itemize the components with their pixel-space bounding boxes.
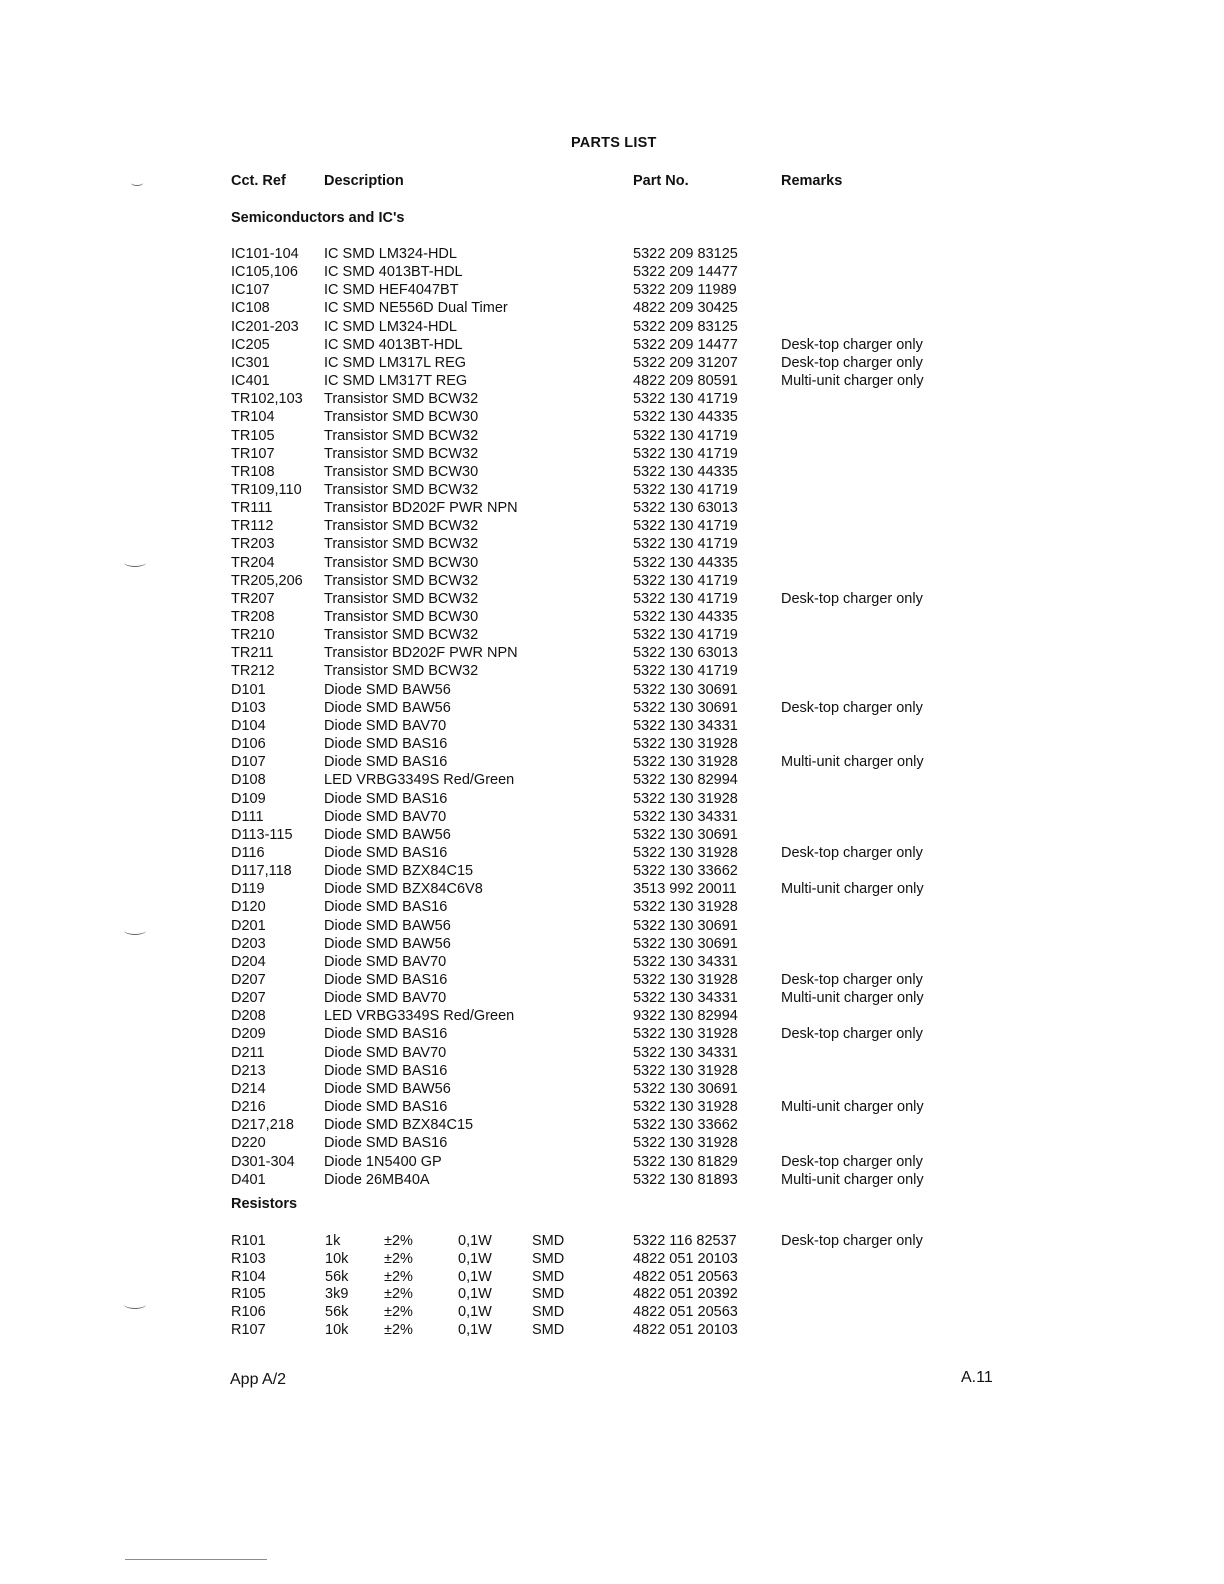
header-remarks: Remarks — [781, 173, 843, 189]
cell-description: Diode 1N5400 GP — [324, 1153, 442, 1170]
cell-part-no: 5322 130 30691 — [633, 699, 738, 716]
cell-part-no: 4822 051 20563 — [633, 1304, 738, 1321]
cell-description: Diode SMD BAW56 — [324, 935, 451, 952]
cell-ref: D116 — [231, 844, 265, 861]
table-row — [0, 1153, 1224, 1171]
cell-tolerance: ±2% — [384, 1233, 413, 1249]
cell-ref: TR210 — [231, 627, 275, 644]
cell-ref: R106 — [231, 1304, 266, 1321]
cell-power: 0,1W — [458, 1304, 492, 1321]
cell-part-no: 5322 130 34331 — [633, 953, 738, 970]
table-row — [0, 1007, 1224, 1025]
cell-part-no: 5322 130 41719 — [633, 391, 738, 408]
table-row — [0, 644, 1224, 662]
cell-value: 3k9 — [325, 1286, 349, 1303]
table-row — [0, 336, 1224, 354]
cell-type: SMD — [532, 1233, 565, 1249]
cell-remarks: Desk-top charger only — [781, 1153, 923, 1170]
cell-description: Diode 26MB40A — [324, 1171, 430, 1188]
cell-part-no: 5322 130 41719 — [633, 572, 738, 589]
cell-ref: R107 — [231, 1322, 266, 1338]
cell-value: 10k — [325, 1322, 349, 1338]
cell-part-no: 5322 130 41719 — [633, 518, 738, 535]
cell-ref: TR205,206 — [231, 572, 303, 589]
cell-description: Transistor SMD BCW30 — [324, 463, 479, 480]
cell-part-no: 5322 130 31928 — [633, 899, 738, 916]
cell-remarks: Multi-unit charger only — [781, 1099, 924, 1116]
cell-part-no: 5322 130 34331 — [633, 717, 738, 734]
cell-part-no: 5322 130 31928 — [633, 972, 738, 988]
cell-description: Transistor SMD BCW32 — [324, 481, 479, 498]
table-row — [0, 790, 1224, 808]
cell-remarks: Desk-top charger only — [781, 1026, 923, 1043]
cell-description: Transistor SMD BCW32 — [324, 445, 479, 462]
cell-description: IC SMD LM324-HDL — [324, 246, 457, 262]
cell-part-no: 5322 130 31928 — [633, 754, 738, 771]
cell-part-no: 5322 209 31207 — [633, 354, 738, 371]
cell-description: Diode SMD BAS16 — [324, 899, 448, 916]
cell-part-no: 5322 130 81829 — [633, 1153, 738, 1170]
cell-ref: D301-304 — [231, 1153, 295, 1170]
cell-power: 0,1W — [458, 1233, 492, 1249]
cell-description: Transistor SMD BCW32 — [324, 427, 479, 444]
cell-part-no: 5322 130 31928 — [633, 1026, 738, 1043]
cell-ref: TR111 — [231, 500, 273, 517]
table-row — [0, 1025, 1224, 1043]
table-row — [0, 808, 1224, 826]
cell-description: Transistor SMD BCW32 — [324, 572, 479, 589]
table-row — [0, 717, 1224, 735]
cell-part-no: 5322 130 44335 — [633, 554, 738, 571]
table-row — [0, 1134, 1224, 1152]
cell-description: Transistor BD202F PWR NPN — [324, 645, 518, 662]
cell-remarks: Desk-top charger only — [781, 972, 923, 988]
cell-ref: TR207 — [231, 590, 275, 607]
table-row — [0, 463, 1224, 481]
cell-ref: D204 — [231, 953, 266, 970]
cell-part-no: 5322 130 30691 — [633, 935, 738, 952]
cell-description: Diode SMD BAS16 — [324, 790, 448, 807]
cell-part-no: 5322 130 31928 — [633, 1062, 738, 1079]
cell-remarks: Desk-top charger only — [781, 336, 923, 353]
table-row — [0, 898, 1224, 916]
cell-type: SMD — [532, 1304, 565, 1321]
cell-description: Diode SMD BAW56 — [324, 1080, 451, 1097]
cell-part-no: 5322 130 41719 — [633, 536, 738, 553]
table-row — [0, 626, 1224, 644]
cell-ref: D103 — [231, 699, 266, 716]
table-row — [0, 1268, 1224, 1286]
cell-type: SMD — [532, 1286, 565, 1303]
table-row — [0, 1062, 1224, 1080]
table-row — [0, 1080, 1224, 1098]
table-row — [0, 753, 1224, 771]
cell-description: Diode SMD BAV70 — [324, 1044, 447, 1061]
cell-part-no: 5322 209 14477 — [633, 264, 738, 281]
cell-description: Diode SMD BAW56 — [324, 917, 451, 934]
cell-part-no: 5322 130 33662 — [633, 863, 738, 880]
cell-part-no: 5322 130 30691 — [633, 1080, 738, 1097]
cell-part-no: 5322 130 34331 — [633, 808, 738, 825]
cell-description: Diode SMD BAV70 — [324, 717, 447, 734]
cell-ref: D209 — [231, 1026, 266, 1043]
cell-ref: R103 — [231, 1250, 266, 1267]
cell-ref: D208 — [231, 1008, 266, 1025]
cell-ref: D120 — [231, 899, 266, 916]
cell-description: Transistor SMD BCW32 — [324, 536, 479, 553]
table-row — [0, 318, 1224, 336]
cell-description: IC SMD HEF4047BT — [324, 282, 459, 299]
cell-ref: IC205 — [231, 336, 270, 353]
section-resistors: Resistors — [231, 1196, 298, 1212]
cell-description: Diode SMD BAS16 — [324, 1026, 448, 1043]
cell-ref: TR105 — [231, 427, 275, 444]
cell-ref: D217,218 — [231, 1117, 294, 1134]
cell-description: Transistor SMD BCW30 — [324, 409, 479, 426]
cell-ref: D107 — [231, 754, 266, 771]
cell-tolerance: ±2% — [384, 1322, 413, 1338]
cell-part-no: 5322 130 34331 — [633, 1044, 738, 1061]
cell-ref: TR212 — [231, 663, 275, 680]
cell-value: 1k — [325, 1233, 341, 1249]
cell-part-no: 5322 130 63013 — [633, 645, 738, 662]
cell-description: Diode SMD BAW56 — [324, 826, 451, 843]
cell-part-no: 5322 130 81893 — [633, 1171, 738, 1188]
header-description: Description — [324, 173, 404, 189]
cell-ref: D203 — [231, 935, 266, 952]
table-row — [0, 281, 1224, 299]
table-row — [0, 953, 1224, 971]
cell-part-no: 5322 130 44335 — [633, 609, 738, 625]
cell-tolerance: ±2% — [384, 1286, 413, 1303]
cell-type: SMD — [532, 1250, 565, 1267]
cell-ref: TR109,110 — [231, 481, 302, 498]
cell-part-no: 5322 116 82537 — [633, 1233, 737, 1249]
table-row — [0, 499, 1224, 517]
cell-description: IC SMD LM324-HDL — [324, 318, 457, 335]
scan-edge-line — [125, 1559, 267, 1560]
scan-mark — [124, 1300, 146, 1309]
cell-description: Diode SMD BAS16 — [324, 1099, 448, 1116]
cell-ref: D207 — [231, 990, 266, 1007]
cell-power: 0,1W — [458, 1268, 492, 1285]
cell-ref: TR108 — [231, 463, 275, 480]
cell-description: IC SMD 4013BT-HDL — [324, 264, 463, 281]
cell-description: Transistor SMD BCW32 — [324, 391, 479, 408]
cell-value: 56k — [325, 1304, 349, 1321]
header-part-no: Part No. — [633, 173, 689, 189]
cell-part-no: 9322 130 82994 — [633, 1008, 738, 1025]
table-row — [0, 445, 1224, 463]
cell-ref: IC107 — [231, 282, 270, 299]
table-row — [0, 1232, 1224, 1250]
cell-part-no: 5322 130 41719 — [633, 481, 738, 498]
cell-part-no: 5322 209 83125 — [633, 246, 738, 262]
cell-ref: IC105,106 — [231, 264, 298, 281]
cell-part-no: 5322 130 30691 — [633, 681, 738, 698]
cell-description: Diode SMD BAV70 — [324, 990, 447, 1007]
cell-ref: TR208 — [231, 609, 275, 625]
cell-description: Diode SMD BAW56 — [324, 699, 451, 716]
cell-part-no: 5322 130 41719 — [633, 627, 738, 644]
table-row — [0, 935, 1224, 953]
cell-description: Transistor SMD BCW32 — [324, 518, 479, 535]
cell-part-no: 5322 130 33662 — [633, 1117, 738, 1134]
cell-part-no: 5322 130 31928 — [633, 736, 738, 753]
cell-part-no: 5322 130 31928 — [633, 1135, 738, 1152]
cell-description: Diode SMD BAS16 — [324, 844, 448, 861]
cell-part-no: 5322 130 34331 — [633, 990, 738, 1007]
table-row — [0, 826, 1224, 844]
cell-ref: IC401 — [231, 373, 270, 390]
cell-remarks: Desk-top charger only — [781, 590, 923, 607]
cell-tolerance: ±2% — [384, 1268, 413, 1285]
cell-ref: D207 — [231, 972, 266, 988]
footer-appendix: App A/2 — [230, 1371, 287, 1388]
cell-description: Diode SMD BAW56 — [324, 681, 451, 698]
table-row — [0, 862, 1224, 880]
cell-part-no: 5322 130 31928 — [633, 844, 738, 861]
cell-ref: TR211 — [231, 645, 274, 662]
cell-description: Transistor BD202F PWR NPN — [324, 500, 518, 517]
cell-part-no: 4822 051 20563 — [633, 1268, 738, 1285]
cell-part-no: 4822 051 20392 — [633, 1286, 738, 1303]
cell-part-no: 3513 992 20011 — [633, 881, 737, 898]
cell-description: Transistor SMD BCW32 — [324, 627, 479, 644]
table-row — [0, 572, 1224, 590]
cell-part-no: 5322 209 11989 — [633, 282, 737, 299]
cell-ref: IC201-203 — [231, 318, 299, 335]
cell-description: Diode SMD BAS16 — [324, 754, 448, 771]
cell-description: IC SMD NE556D Dual Timer — [324, 300, 508, 317]
cell-ref: IC108 — [231, 300, 270, 317]
cell-ref: D220 — [231, 1135, 266, 1152]
header-ref: Cct. Ref — [231, 173, 286, 189]
cell-description: Diode SMD BZX84C15 — [324, 1117, 474, 1134]
cell-ref: IC301 — [231, 354, 270, 371]
cell-ref: TR102,103 — [231, 391, 303, 408]
table-row — [0, 263, 1224, 281]
table-row — [0, 390, 1224, 408]
cell-value: 56k — [325, 1268, 349, 1285]
cell-ref: IC101-104 — [231, 246, 299, 262]
cell-ref: D211 — [231, 1044, 265, 1061]
cell-remarks: Multi-unit charger only — [781, 990, 924, 1007]
table-row — [0, 608, 1224, 626]
cell-description: Diode SMD BZX84C6V8 — [324, 881, 483, 898]
cell-part-no: 5322 130 41719 — [633, 445, 738, 462]
table-row — [0, 372, 1224, 390]
table-row — [0, 299, 1224, 317]
cell-part-no: 5322 130 31928 — [633, 1099, 738, 1116]
cell-description: LED VRBG3349S Red/Green — [324, 772, 515, 789]
cell-description: Transistor SMD BCW32 — [324, 663, 479, 680]
table-row — [0, 1321, 1224, 1339]
table-row — [0, 245, 1224, 263]
cell-part-no: 4822 209 80591 — [633, 373, 738, 390]
cell-ref: D119 — [231, 881, 265, 898]
table-row — [0, 681, 1224, 699]
cell-description: IC SMD 4013BT-HDL — [324, 336, 463, 353]
table-row — [0, 699, 1224, 717]
table-row — [0, 971, 1224, 989]
cell-part-no: 4822 051 20103 — [633, 1322, 738, 1338]
cell-part-no: 5322 130 82994 — [633, 772, 738, 789]
cell-description: Transistor SMD BCW32 — [324, 590, 479, 607]
footer-page-number: A.11 — [961, 1369, 993, 1386]
table-row — [0, 481, 1224, 499]
table-row — [0, 1285, 1224, 1303]
cell-ref: D216 — [231, 1099, 266, 1116]
cell-ref: R101 — [231, 1233, 266, 1249]
table-row — [0, 771, 1224, 789]
table-row — [0, 1303, 1224, 1321]
cell-ref: D106 — [231, 736, 266, 753]
table-row — [0, 590, 1224, 608]
cell-ref: D111 — [231, 808, 264, 825]
cell-part-no: 5322 130 44335 — [633, 463, 738, 480]
cell-description: Diode SMD BAS16 — [324, 1135, 448, 1152]
cell-ref: R104 — [231, 1268, 266, 1285]
table-row — [0, 880, 1224, 898]
cell-power: 0,1W — [458, 1322, 492, 1338]
cell-part-no: 5322 130 30691 — [633, 826, 738, 843]
cell-ref: D201 — [231, 917, 266, 934]
cell-ref: D117,118 — [231, 863, 292, 880]
page-title: PARTS LIST — [571, 135, 657, 151]
cell-power: 0,1W — [458, 1286, 492, 1303]
cell-remarks: Desk-top charger only — [781, 354, 923, 371]
cell-ref: D113-115 — [231, 826, 293, 843]
cell-remarks: Multi-unit charger only — [781, 754, 924, 771]
cell-description: Diode SMD BAV70 — [324, 808, 447, 825]
cell-remarks: Desk-top charger only — [781, 1233, 923, 1249]
table-row — [0, 354, 1224, 372]
cell-part-no: 4822 051 20103 — [633, 1250, 738, 1267]
table-row — [0, 662, 1224, 680]
cell-description: Diode SMD BAV70 — [324, 953, 447, 970]
cell-remarks: Multi-unit charger only — [781, 881, 924, 898]
cell-ref: D214 — [231, 1080, 266, 1097]
table-row — [0, 535, 1224, 553]
cell-ref: TR112 — [231, 518, 274, 535]
table-row — [0, 1116, 1224, 1134]
cell-description: IC SMD LM317L REG — [324, 354, 467, 371]
scan-mark — [131, 180, 143, 186]
cell-part-no: 5322 130 44335 — [633, 409, 738, 426]
table-row — [0, 844, 1224, 862]
table-row — [0, 1044, 1224, 1062]
cell-description: Diode SMD BZX84C15 — [324, 863, 474, 880]
cell-part-no: 5322 130 41719 — [633, 663, 738, 680]
table-row — [0, 427, 1224, 445]
cell-remarks: Multi-unit charger only — [781, 373, 924, 390]
cell-ref: D101 — [231, 681, 266, 698]
cell-ref: R105 — [231, 1286, 266, 1303]
cell-remarks: Desk-top charger only — [781, 844, 923, 861]
cell-part-no: 5322 130 41719 — [633, 427, 738, 444]
table-row — [0, 554, 1224, 572]
cell-description: Diode SMD BAS16 — [324, 1062, 448, 1079]
cell-ref: TR203 — [231, 536, 275, 553]
cell-ref: D109 — [231, 790, 266, 807]
cell-part-no: 4822 209 30425 — [633, 300, 738, 317]
table-row — [0, 517, 1224, 535]
cell-ref: D104 — [231, 717, 266, 734]
cell-ref: D108 — [231, 772, 266, 789]
section-semiconductors: Semiconductors and IC's — [231, 210, 405, 226]
cell-remarks: Multi-unit charger only — [781, 1171, 924, 1188]
cell-part-no: 5322 209 83125 — [633, 318, 738, 335]
cell-description: Diode SMD BAS16 — [324, 972, 448, 988]
cell-type: SMD — [532, 1268, 565, 1285]
cell-ref: D401 — [231, 1171, 266, 1188]
cell-tolerance: ±2% — [384, 1304, 413, 1321]
cell-part-no: 5322 130 31928 — [633, 790, 738, 807]
cell-part-no: 5322 130 41719 — [633, 590, 738, 607]
scan-mark — [124, 926, 146, 935]
table-row — [0, 989, 1224, 1007]
cell-power: 0,1W — [458, 1250, 492, 1267]
table-row — [0, 1171, 1224, 1189]
cell-ref: TR204 — [231, 554, 275, 571]
table-row — [0, 1250, 1224, 1268]
cell-part-no: 5322 130 63013 — [633, 500, 738, 517]
scan-mark — [124, 558, 146, 567]
cell-ref: TR107 — [231, 445, 275, 462]
cell-value: 10k — [325, 1250, 349, 1267]
cell-type: SMD — [532, 1322, 565, 1338]
cell-description: LED VRBG3349S Red/Green — [324, 1008, 515, 1025]
table-row — [0, 735, 1224, 753]
table-row — [0, 1098, 1224, 1116]
cell-description: Diode SMD BAS16 — [324, 736, 448, 753]
cell-description: Transistor SMD BCW30 — [324, 609, 479, 625]
table-row — [0, 408, 1224, 426]
table-row — [0, 917, 1224, 935]
cell-description: IC SMD LM317T REG — [324, 373, 468, 390]
cell-part-no: 5322 209 14477 — [633, 336, 738, 353]
cell-remarks: Desk-top charger only — [781, 699, 923, 716]
cell-tolerance: ±2% — [384, 1250, 413, 1267]
cell-part-no: 5322 130 30691 — [633, 917, 738, 934]
cell-description: Transistor SMD BCW30 — [324, 554, 479, 571]
cell-ref: D213 — [231, 1062, 266, 1079]
cell-ref: TR104 — [231, 409, 275, 426]
